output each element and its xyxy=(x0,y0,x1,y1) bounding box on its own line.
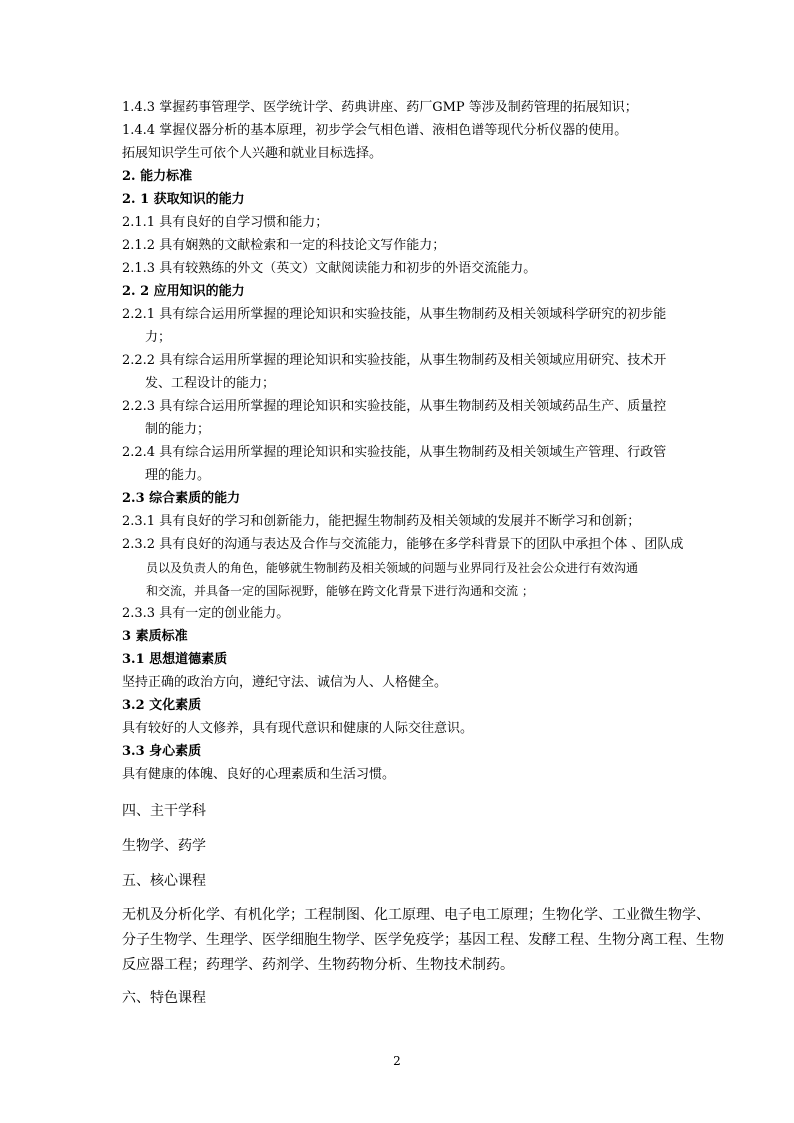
text-line: 2.3.3 具有一定的创业能力。 xyxy=(122,606,290,621)
text-line: 2.1.2 具有娴熟的文献检索和一定的科技论文写作能力； xyxy=(122,238,446,253)
text-line: 员以及负责人的角色，能够就生物制药及相关领域的问题与业界同行及社会公众进行有效沟通 xyxy=(146,561,639,575)
text-line: 拓展知识学生可依个人兴趣和就业目标选择。 xyxy=(122,146,383,161)
text-line: 2.2.2 具有综合运用所掌握的理论知识和实验技能，从事生物制药及相关领域应用研究、技术开 xyxy=(122,353,667,368)
text-line: 理的能力。 xyxy=(145,468,211,483)
subsection-heading: 2. 1 获取知识的能力 xyxy=(122,192,245,207)
subsection-heading: 3.3 身心素质 xyxy=(122,744,202,759)
text-line: 2.2.1 具有综合运用所掌握的理论知识和实验技能，从事生物制药及相关领域科学研究的初步能 xyxy=(122,307,667,322)
subsection-heading: 2.3 综合素质的能力 xyxy=(122,491,241,506)
text-line: 2.3.2 具有良好的沟通与表达及合作与交流能力，能够在多学科背景下的团队中承担个体 、团队成 xyxy=(122,537,684,552)
text-line: 力； xyxy=(145,330,172,345)
text-line: 制的能力； xyxy=(145,422,211,437)
section-body-five-line: 分子生物学、生理学、医学细胞生物学、医学免疫学；基因工程、发酵工程、生物分离工程、生物 xyxy=(122,932,724,948)
text-line: 2.1.3 具有较熟练的外文（英文）文献阅读能力和初步的外语交流能力。 xyxy=(122,261,537,276)
subsection-heading: 2. 2 应用知识的能力 xyxy=(122,284,245,299)
section-title-five: 五、核心课程 xyxy=(122,873,206,889)
section-title-six: 六、特色课程 xyxy=(122,990,206,1006)
text-line: 具有健康的体魄、良好的心理素质和生活习惯。 xyxy=(122,767,396,782)
text-line: 和交流，并具备一定的国际视野，能够在跨文化背景下进行沟通和交流 ； xyxy=(146,584,534,598)
text-line: 1.4.3 掌握药事管理学、医学统计学、药典讲座、药厂GMP 等涉及制药管理的拓展知识； xyxy=(122,100,638,115)
section-heading: 3 素质标准 xyxy=(122,629,188,644)
text-line: 2.3.1 具有良好的学习和创新能力，能把握生物制药及相关领域的发展并不断学习和创新； xyxy=(122,514,641,529)
section-body-four: 生物学、药学 xyxy=(122,838,206,854)
section-heading: 2. 能力标准 xyxy=(122,169,193,184)
text-line: 2.2.4 具有综合运用所掌握的理论知识和实验技能，从事生物制药及相关领域生产管理、行政管 xyxy=(122,445,667,460)
section-body-five-line: 反应器工程；药理学、药剂学、生物药物分析、生物技术制药。 xyxy=(122,957,514,973)
text-line: 1.4.4 掌握仪器分析的基本原理，初步学会气相色谱、液相色谱等现代分析仪器的使用。 xyxy=(122,123,628,138)
text-line: 具有较好的人文修养，具有现代意识和健康的人际交往意识。 xyxy=(122,721,474,736)
section-body-five-line: 无机及分析化学、有机化学；工程制图、化工原理、电子电工原理；生物化学、工业微生物学、 xyxy=(122,907,710,923)
section-title-four: 四、主干学科 xyxy=(122,803,206,819)
text-line: 2.1.1 具有良好的自学习惯和能力； xyxy=(122,215,329,230)
subsection-heading: 3.2 文化素质 xyxy=(122,698,202,713)
page-number: 2 xyxy=(393,1054,401,1068)
text-line: 2.2.3 具有综合运用所掌握的理论知识和实验技能，从事生物制药及相关领域药品生产、质量控 xyxy=(122,399,667,414)
subsection-heading: 3.1 思想道德素质 xyxy=(122,652,228,667)
text-line: 坚持正确的政治方向，遵纪守法、诚信为人、人格健全。 xyxy=(122,675,448,690)
text-line: 发、工程设计的能力； xyxy=(145,376,276,391)
